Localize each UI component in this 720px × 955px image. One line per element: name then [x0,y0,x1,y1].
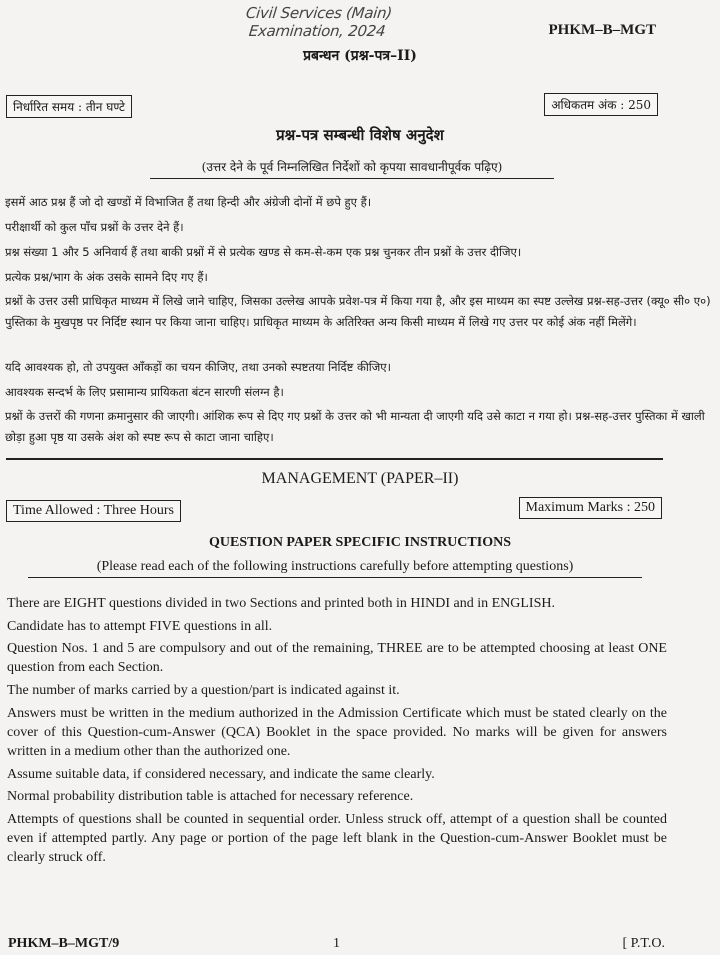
hindi-paragraph: इसमें आठ प्रश्न हैं जो दो खण्डों में विभाजित हैं तथा हिन्दी और अंग्रेजी दोनों में छपे हुए हैं। [5,195,372,209]
footer-page-number: 1 [333,936,340,951]
hindi-paragraph: प्रश्नों के उत्तरों की गणना क्रमानुसार की जाएगी। आंशिक रूप से दिए गए प्रश्नों के उत्तर को भी मान्यता दी जाएगी यदि उसे काटा न गया हो। प्रश्न-सह-उत्तर पुस्तिका में खाली छोड़ा हुआ पृष्ठ या उसके अंश को स्पष्ट रूप से काटा जाना चाहिए। [5,409,705,444]
english-paragraph: Normal probability distribution table is attached for necessary reference. [7,789,414,805]
hindi-instructions-title: प्रश्न-पत्र सम्बन्धी विशेष अनुदेश [276,126,444,144]
english-paragraph: The number of marks carried by a question/part is indicated against it. [7,682,400,698]
footer-pto: [ P.T.O. [622,936,665,951]
english-paragraph: Candidate has to attempt FIVE questions in all. [7,618,273,634]
english-instructions-note: (Please read each of the following instructions carefully before attempting questions) [28,559,642,578]
hindi-instructions-note: (उत्तर देने के पूर्व निम्नलिखित निर्देशों को कृपया सावधानीपूर्वक पढ़िए) [150,158,554,179]
english-paragraph: Answers must be written in the medium authorized in the Admission Certificate which must be stated clearly on the cover of this Question-cum-Answer (QCA) Booklet in the space provided. No marks will be given for answers written in a medium other than the authorized one. [7,705,667,759]
hindi-paragraph: प्रत्येक प्रश्न/भाग के अंक उसके सामने दिए गए हैं। [5,270,208,284]
english-paragraph: Question Nos. 1 and 5 are compulsory and out of the remaining, THREE are to be attempted choosing at least ONE question from each Section. [7,641,667,676]
exam-stamp: Civil Services (Main) Examination, 2024 [245,4,393,40]
english-paragraph: Assume suitable data, if considered necessary, and indicate the same clearly. [7,766,435,782]
hindi-paragraph: प्रश्न संख्या 1 और 5 अनिवार्य हैं तथा बाकी प्रश्नों में से प्रत्येक खण्ड से कम-से-कम एक प्रश्न चुनकर तीन प्रश्नों के उत्तर दीजिए। [5,245,522,259]
english-subject-title: MANAGEMENT (PAPER–II) [261,470,459,487]
english-instructions-title: QUESTION PAPER SPECIFIC INSTRUCTIONS [209,535,511,550]
english-paragraph: There are EIGHT questions divided in two Sections and printed both in HINDI and in ENGLISH. [7,596,555,611]
hindi-subject-title: प्रबन्धन (प्रश्न-पत्र–II) [303,48,417,64]
footer-paper-code: PHKM–B–MGT/9 [8,936,120,951]
english-max-marks: Maximum Marks : 250 [519,497,663,519]
hindi-max-marks: अधिकतम अंक : 250 [544,93,658,116]
english-paragraph: Attempts of questions shall be counted in sequential order. Unless struck off, attempt of a question shall be counted even if attempted partly. Any page or portion of the page left blank in the Question-cum-Answer Booklet must be clearly struck off. [7,811,667,866]
hindi-paragraph: परीक्षार्थी को कुल पाँच प्रश्नों के उत्तर देने हैं। [5,220,184,234]
english-instructions-body [7,594,667,871]
hindi-paragraph: प्रश्नों के उत्तर उसी प्राधिकृत माध्यम में लिखे जाने चाहिए, जिसका उल्लेख आपके प्रवेश-पत्र में किया गया है, और इस माध्यम का स्पष्ट उल्लेख प्रश्न-सह-उत्तर (क्यू० सी० ए०) पुस्तिका के मुखपृष्ठ पर निर्दिष्ट स्थान पर किया जाना चाहिए। प्राधिकृत माध्यम के अतिरिक्त अन्य किसी माध्यम में लिखे गए उत्तर पर कोई अंक नहीं मिलेंगे। [5,294,711,329]
section-divider [6,458,663,460]
english-time-allowed: Time Allowed : Three Hours [6,500,181,522]
hindi-paragraph: आवश्यक सन्दर्भ के लिए प्रसामान्य प्रायिकता बंटन सारणी संलग्न है। [5,385,284,399]
hindi-paragraph: यदि आवश्यक हो, तो उपयुक्त आँकड़ों का चयन कीजिए, तथा उनको स्पष्टतया निर्दिष्ट कीजिए। [5,360,392,374]
paper-code: PHKM–B–MGT [548,22,656,38]
hindi-time-allowed: निर्धारित समय : तीन घण्टे [6,95,132,118]
